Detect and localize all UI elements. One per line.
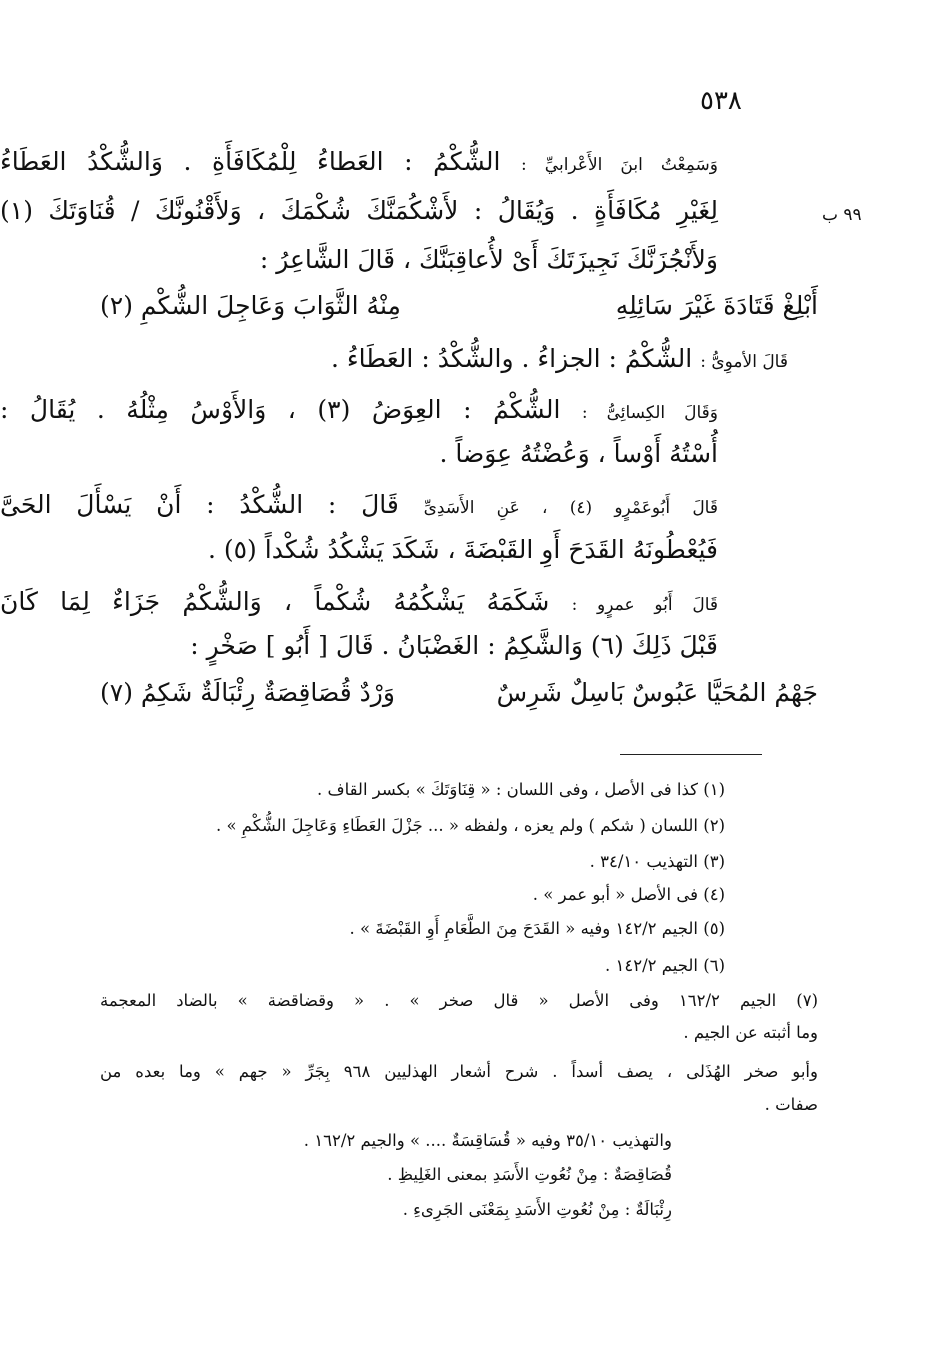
main-line-4: قَالَ الأموِىُّ : الشُّكْمُ : الجزاءُ . والشُّكْدُ : العَطَاءُ . (330, 344, 788, 373)
footnote-7-qusaqisa: قُصَاقِصَةٌ : مِنْ نُعُوتِ الأَسَدِ بمعنى الغَلِيظِ . (387, 1165, 672, 1184)
footnote-6: (٦) الجيم ١٤٢/٢ . (605, 956, 725, 975)
footnote-7-tahdhib: والتهذيب ٣٥/١٠ وفيه « قُسَاقِسَةٌ .... » والجيم ١٦٢/٢ . (303, 1131, 672, 1150)
footnote-2: (٢) اللسان ( شكم ) ولم يعزه ، ولفظه « ... جَزْلَ العَطَاءِ وَعَاجِلَ الشُّكْمِ » . (215, 816, 725, 835)
footnote-7: (٧) الجيم ١٦٢/٢ وفى الأصل « قال صخر » . « وقضاقضة » بالضاد المعجمة (100, 991, 818, 1010)
footnote-7-note: وأبو صخر الهُذَلى ، يصف أسداً . شرح أشعار الهذليين ٩٦٨ بِجَرِّ « جهم » وما بعده من (100, 1062, 818, 1081)
footnote-5: (٥) الجيم ١٤٢/٢ وفيه « القَدَحَ مِنَ الطَّعَامِ أَوِ القَبْضَةَ » . (349, 919, 725, 938)
footnote-7-ribala: رِئْبَالَةٌ : مِنْ نُعُوتِ الأَسَدِ بِمَعْنَى الجَرِىءِ . (402, 1200, 672, 1219)
main-line-1: وَسَمِعْتُ ابنَ الأَعْرابيِّ : الشُّكْمُ : العَطاءُ لِلْمُكَافَأَةِ . وَالشُّكْدُ العَطَاءُ (0, 147, 718, 176)
footnote-3: (٣) التهذيب ٣٤/١٠ . (589, 852, 725, 871)
main-line-10: قَبْلَ ذَلِكَ (٦) وَالشَّكِمُ : الغَضْبَانُ . قَالَ [ أَبُو ] صَخْرٍ : (190, 631, 718, 660)
footnote-1: (١) كذا فى الأصل ، وفى اللسان : « قِنَاوَتَكَ » بكسر القاف . (316, 780, 725, 799)
main-line-5: وَقَالَ الكِسائِىُّ : الشُّكْمُ : العِوَضُ (٣) ، وَالأَوْسُ مِثْلُهُ . يُقَالُ : (0, 395, 718, 424)
footnote-4: (٤) فى الأصل « أبو عمر » . (532, 885, 725, 904)
main-line-8: فَيُعْطُونَهُ القَدَحَ أَوِ القَبْضَةَ ، شَكَدَ يَشْكُدُ شُكْداً (٥) . (207, 535, 718, 564)
page-number: ٥٣٨ (700, 86, 742, 116)
main-line-7: قَالَ أَبُوعَمْرٍو (٤) ، عَنِ الأَسَدِىِّ قَالَ : الشُّكْدُ : أَنْ يَسْأَلَ الحَىَّ (0, 490, 718, 519)
footnote-7-continued: وما أثبته عن الجيم . (683, 1023, 818, 1042)
main-line-3: وَلأَنْجُزَنَّكَ نَجِيزَتَكَ أَىْ لأُعاقِبَنَّكَ ، قَالَ الشَّاعِرُ : (259, 245, 718, 274)
poem-verse-1-second-hemistich: مِنْهُ الثَّوَابَ وَعَاجِلَ الشُّكْمِ (٢) (100, 291, 401, 320)
poem-verse-1-first-hemistich: أَبْلِغْ قَتَادَةَ غَيْرَ سَائِلِهِ (615, 291, 818, 320)
poem-verse-2-second-hemistich: وَرْدٌ قُصَاقِصَةٌ رِئْبَالَةٌ شَكِمُ (٧) (100, 678, 395, 707)
poem-verse-2-first-hemistich: جَهْمُ المُحَيَّا عَبُوسٌ بَاسِلٌ شَرِسٌ (496, 678, 818, 707)
main-line-9: قَالَ أَبُو عمرٍو : شَكَمَهُ يَشْكُمُهُ شُكْماً ، وَالشُّكْمُ جَزَاءٌ لِمَا كَانَ (0, 587, 718, 616)
main-line-6: أُسْتُهُ أَوْساً ، وَعُضْتُهُ عِوَضاً . (439, 439, 718, 468)
footnote-divider (620, 754, 762, 755)
main-line-2: لِغَيْرِ مُكَافَأَةٍ . وَيُقَالُ : لأَشْكُمَنَّكَ شُكْمَكَ ، وَلأَقْنُونَّكَ / قُنَاوَتَكَ (١) (0, 196, 718, 225)
footnote-7-note-continued: صفات . (764, 1095, 818, 1114)
margin-folio-note: ٩٩ ب (822, 205, 862, 225)
